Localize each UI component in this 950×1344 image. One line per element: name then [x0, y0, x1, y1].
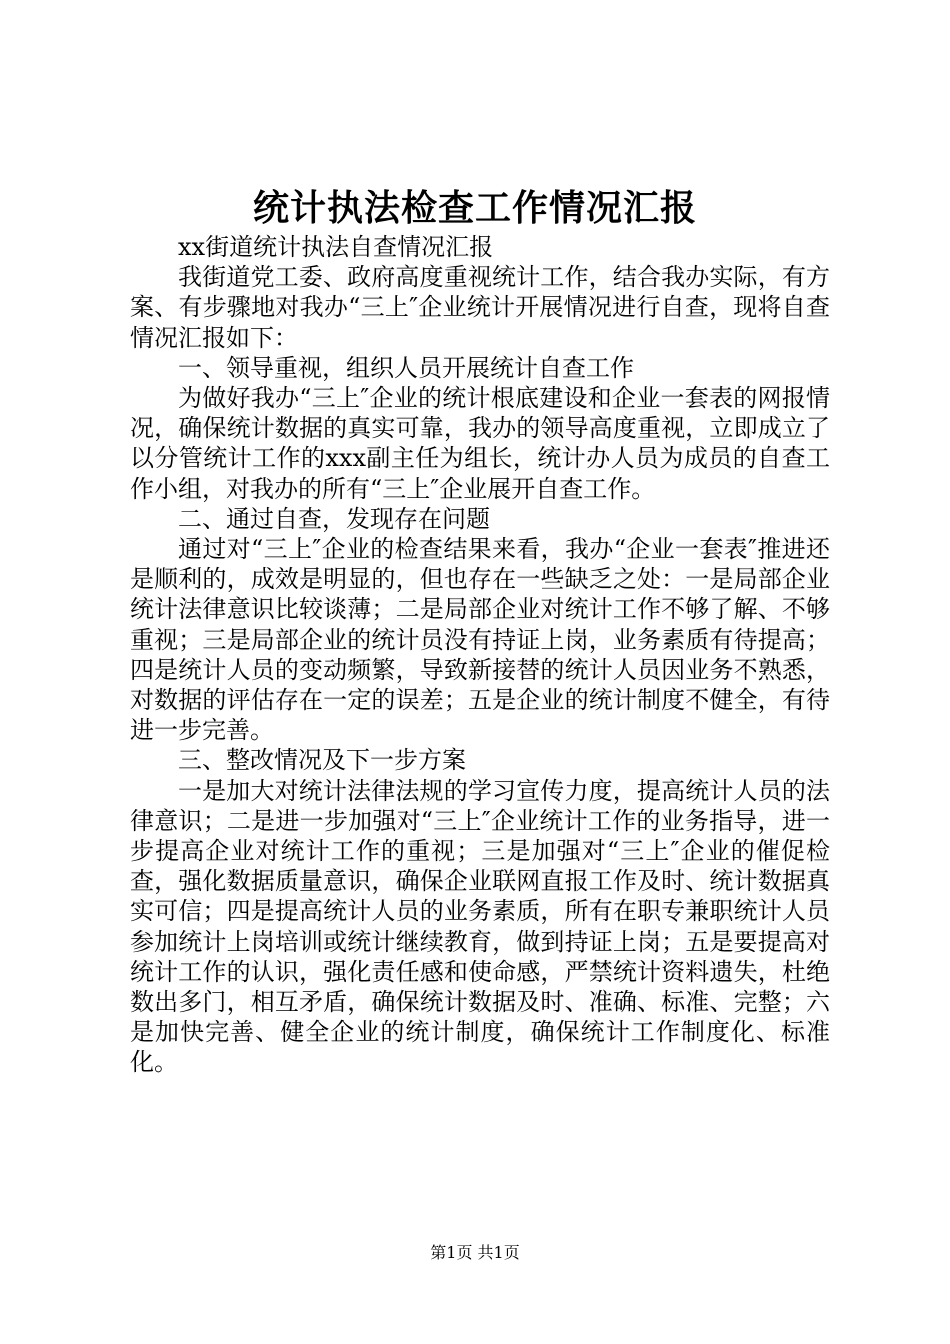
section-3-paragraph: 一是加大对统计法律法规的学习宣传力度，提高统计人员的法律意识；二是进一步加强对“三上″企业统计工作的业务指导，进一步提高企业对统计工作的重视；三是加强对“三上″企业的催促检查，强化数据质量意识，确保企业联网直报工作及时、统计数据真实可信；四是提高统计人员的业务素质，所有在职专兼职统计人员参加统计上岗培训或统计继续教育，做到持证上岗；五是要提高对统计工作的认识，强化责任感和使命感，严禁统计资料遗失，杜绝数出多门，相互矛盾，确保统计数据及时、准确、标准、完整；六是加快完善、健全企业的统计制度，确保统计工作制度化、标准化。 [130, 776, 830, 1077]
section-heading-3: 三、整改情况及下一步方案 [178, 746, 466, 775]
section-2-paragraph: 通过对“三上″企业的检查结果来看，我办“企业一套表″推进还是顺利的，成效是明显的，但也存在一些缺乏之处：一是局部企业统计法律意识比较谈薄；二是局部企业对统计工作不够了解、不够重视；三是局部企业的统计员没有持证上岗，业务素质有待提高；四是统计人员的变动频繁，导致新接替的统计人员因业务不熟悉，对数据的评估存在一定的误差；五是企业的统计制度不健全，有待进一步完善。 [130, 535, 830, 745]
page-footer: 第1页 共1页 [430, 1243, 520, 1262]
subtitle-paragraph: xx街道统计执法自查情况汇报 [178, 233, 494, 261]
section-heading-2: 二、通过自查，发现存在问题 [178, 504, 490, 533]
document-body [130, 232, 830, 1078]
document-title: 统计执法检查工作情况汇报 [252, 187, 697, 229]
intro-paragraph: 我街道党工委、政府高度重视统计工作，结合我办实际，有方案、有步骤地对我办“三上″企业统计开展情况进行自查，现将自查情况汇报如下： [130, 263, 830, 352]
section-heading-1: 一、领导重视，组织人员开展统计自查工作 [178, 353, 634, 382]
section-1-paragraph: 为做好我办“三上″企业的统计根底建设和企业一套表的网报情况，确保统计数据的真实可靠，我办的领导高度重视，立即成立了以分管统计工作的xxx副主任为组长，统计办人员为成员的自查工作小组，对我办的所有“三上″企业展开自查工作。 [130, 384, 830, 503]
